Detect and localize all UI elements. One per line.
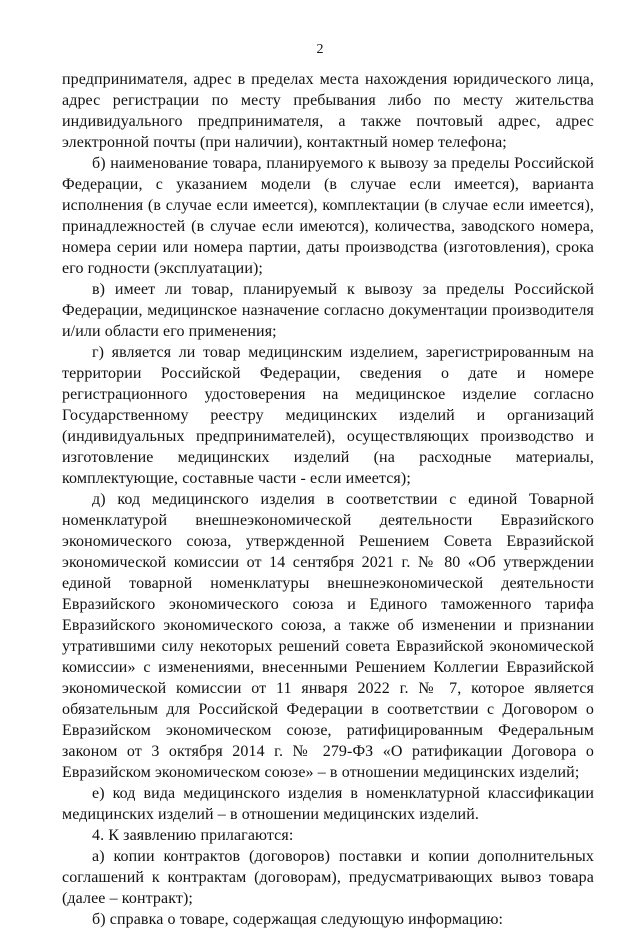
paragraph-item-v-medical-purpose: в) имеет ли товар, планируемый к вывозу за пределы Российской Федерации, медицинское назначение согласно документации производителя и/или области его применения; bbox=[62, 281, 594, 340]
page-number: 2 bbox=[316, 42, 324, 57]
paragraph-item-g-registration: г) является ли товар медицинским изделием, зарегистрированным на территории Российской Федерации, сведения о дате и номере регистрационного удостоверения на медицинское изделие согласно Государственному реестру медицинских изделий и организаций (индивидуальных предпринимателей), осуществляющих производство и изготовление медицинских изделий (на расходные материалы, комплектующие, составные части - если имеется); bbox=[62, 344, 594, 487]
paragraph-item-d-tn-ved-code: д) код медицинского изделия в соответствии с единой Товарной номенклатурой внешнеэкономической деятельности Евразийского экономического союза, утвержденной Решением Совета Евразийской экономической комиссии от 14 сентября 2021 г. № 80 «Об утверждении единой товарной номенклатуры внешнеэкономической деятельности Евразийского экономического союза и Единого таможенного тарифа Евразийского экономического союза, а также об изменении и признании утратившими силу некоторых решений совета Евразийской экономической комиссии» с изменениями, внесенными Решением Коллегии Евразийской экономической комиссии от 11 января 2022 г. № 7, которое является обязательным для Российской Федерации в соответствии с Договором о Евразийском экономическом союзе, ратифицированным Федеральным законом от 3 октября 2014 г. № 279-ФЗ «О ратификации Договора о Евразийском экономическом союзе» – в отношении медицинских изделий; bbox=[62, 491, 594, 781]
paragraph-item-b-goods-certificate: б) справка о товаре, содержащая следующую информацию: bbox=[92, 911, 504, 928]
paragraph-section-4-attachments: 4. К заявлению прилагаются: bbox=[92, 827, 294, 844]
paragraph-applicant-address: предпринимателя, адрес в пределах места нахождения юридического лица, адрес регистрации по месту пребывания либо по месту жительства индивидуального предпринимателя, а также почтовый адрес, адрес электронной почты (при наличии), контактный номер телефона; bbox=[62, 71, 594, 151]
paragraph-item-a-contract-copies: а) копии контрактов (договоров) поставки и копии дополнительных соглашений к контрактам (договорам), предусматривающих вывоз товара (далее – контракт); bbox=[62, 848, 594, 907]
document-body bbox=[62, 69, 594, 930]
paragraph-item-e-nomenclature-code: е) код вида медицинского изделия в номенклатурной классификации медицинских изделий – в отношении медицинских изделий. bbox=[62, 785, 594, 823]
paragraph-item-b-goods-name: б) наименование товара, планируемого к вывозу за пределы Российской Федерации, с указанием модели (в случае если имеется), варианта исполнения (в случае если имеется), комплектации (в случае если имеется), принадлежностей (в случае если имеются), количества, заводского номера, номера серии или номера партии, даты производства (изготовления), срока его годности (эксплуатации); bbox=[62, 155, 594, 277]
